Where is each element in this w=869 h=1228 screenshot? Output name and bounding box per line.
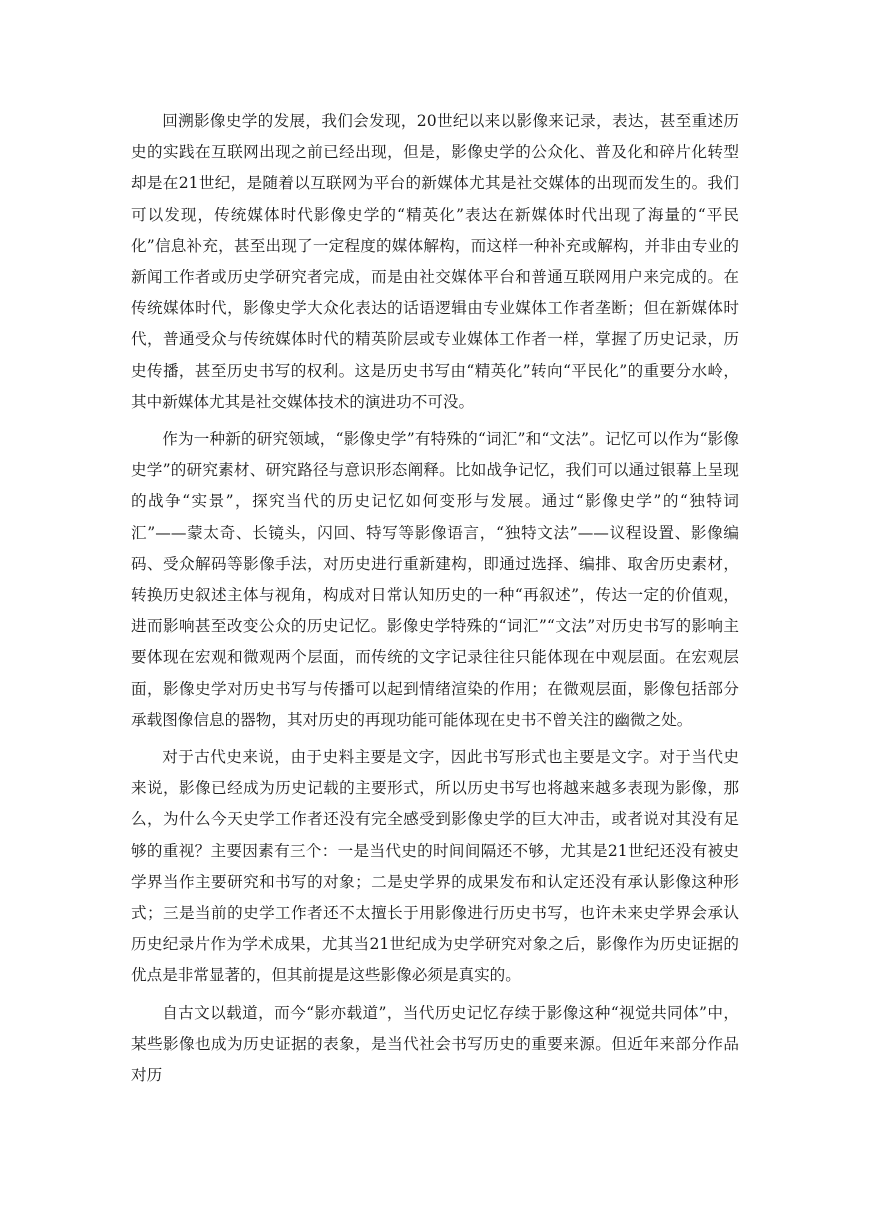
article-body <box>131 106 739 1097</box>
paragraph-2: 作为一种新的研究领域，“影像史学”有特殊的“词汇”和“文法”。记忆可以作为“影像史学”的研究素材、研究路径与意识形态阐释。比如战争记忆，我们可以通过银幕上呈现的战争“实景”，探究当代的历史记忆如何变形与发展。通过“影像史学”的“独特词汇”——蒙太奇、长镜头，闪回、特写等影像语言，“独特文法”——议程设置、影像编码、受众解码等影像手法，对历史进行重新建构，即通过选择、编排、取舍历史素材，转换历史叙述主体与视角，构成对日常认知历史的一种“再叙述”，传达一定的价值观，进而影响甚至改变公众的历史记忆。影像史学特殊的“词汇”“文法”对历史书写的影响主要体现在宏观和微观两个层面，而传统的文字记录往往只能体现在中观层面。在宏观层面，影像史学对历史书写与传播可以起到情绪渲染的作用；在微观层面，影像包括部分承载图像信息的器物，其对历史的再现功能可能体现在史书不曾关注的幽微之处。 <box>131 430 739 729</box>
paragraph-1: 回溯影像史学的发展，我们会发现，20世纪以来以影像来记录，表达，甚至重述历史的实践在互联网出现之前已经出现，但是，影像史学的公众化、普及化和碎片化转型却是在21世纪，是随着以互联网为平台的新媒体尤其是社交媒体的出现而发生的。我们可以发现，传统媒体时代影像史学的“精英化”表达在新媒体时代出现了海量的“平民化”信息补充，甚至出现了一定程度的媒体解构，而这样一种补充或解构，并非由专业的新闻工作者或历史学研究者完成，而是由社交媒体平台和普通互联网用户来完成的。在传统媒体时代，影像史学大众化表达的话语逻辑由专业媒体工作者垄断；但在新媒体时代，普通受众与传统媒体时代的精英阶层或专业媒体工作者一样，掌握了历史记录，历史传播，甚至历史书写的权利。这是历史书写由“精英化”转向“平民化”的重要分水岭，其中新媒体尤其是社交媒体技术的演进功不可没。 <box>131 112 739 411</box>
paragraph-3: 对于古代史来说，由于史料主要是文字，因此书写形式也主要是文字。对于当代史来说，影像已经成为历史记载的主要形式，所以历史书写也将越来越多表现为影像，那么，为什么今天史学工作者还没有完全感受到影像史学的巨大冲击，或者说对其没有足够的重视？主要因素有三个：一是当代史的时间间隔还不够，尤其是21世纪还没有被史学界当作主要研究和书写的对象；二是史学界的成果发布和认定还没有承认影像这种形式；三是当前的史学工作者还不太擅长于用影像进行历史书写，也许未来史学界会承认历史纪录片作为学术成果，尤其当21世纪成为史学研究对象之后，影像作为历史证据的优点是非常显著的，但其前提是这些影像必须是真实的。 <box>131 748 739 985</box>
paragraph-4: 自古文以载道，而今“影亦载道”，当代历史记忆存续于影像这种“视觉共同体”中，某些影像也成为历史证据的表象，是当代社会书写历史的重要来源。但近年来部分作品对历 <box>131 1003 739 1085</box>
